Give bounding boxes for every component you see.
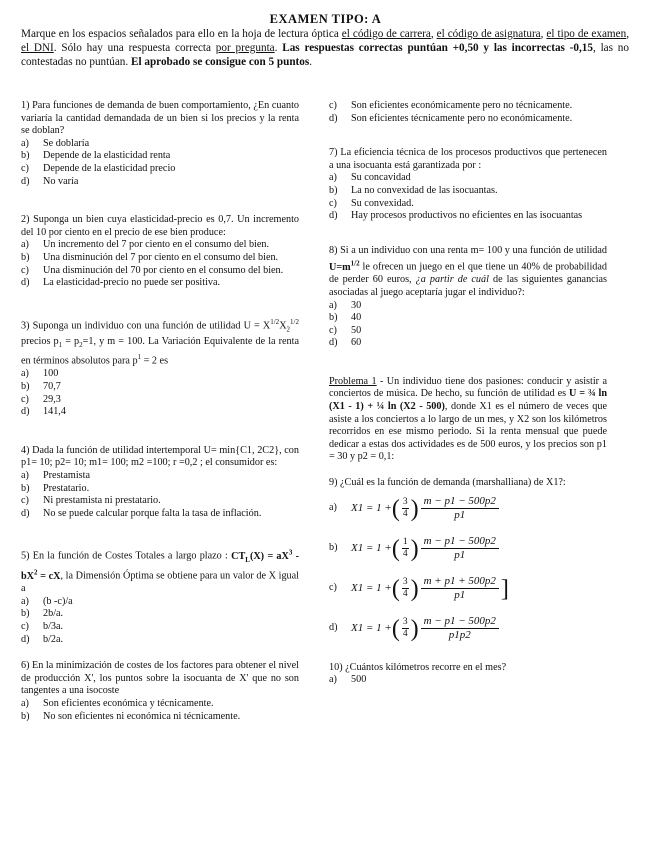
option-b	[21, 483, 299, 496]
fraction-den: p1	[454, 549, 466, 562]
question-stem: 1) Para funciones de demanda de buen comportamiento, ¿En cuanto variaría la cantidad demandada de un bien si los precios y la renta se doblan?	[21, 100, 299, 137]
option-label: a)	[21, 368, 29, 380]
option-text: Se doblaría	[43, 137, 90, 149]
option-text: Son eficientes técnicamente pero no económicamente.	[351, 112, 573, 124]
option-text: 40	[351, 312, 362, 324]
option-b	[21, 608, 299, 621]
option-text: Son eficientes económicamente pero no técnicamente.	[351, 100, 573, 111]
option-text: Su concavidad	[351, 172, 411, 184]
option-label: d)	[329, 210, 338, 222]
stem-text: (X) = aX	[249, 550, 289, 562]
option-label: a)	[21, 595, 29, 607]
stem-text: CT	[231, 550, 246, 562]
option-c	[21, 621, 299, 634]
paren-close: )	[410, 495, 419, 522]
coef-fraction	[402, 537, 409, 560]
stem-superscript: 1	[137, 353, 142, 362]
instr-text: , las no contestadas no puntúan.	[21, 42, 629, 68]
stem-superscript: 2	[34, 568, 38, 577]
option-c	[21, 495, 299, 508]
main-fraction	[421, 615, 499, 642]
option-d	[329, 337, 607, 350]
stem-text: X	[279, 320, 287, 332]
left-column	[21, 100, 299, 736]
option-label: a)	[21, 239, 29, 251]
option-text: 70,7	[43, 380, 61, 392]
option-text: La no convexidad de las isocuantas.	[351, 184, 498, 196]
option-a	[329, 674, 607, 687]
option-text: 60	[351, 337, 362, 349]
stem-text: 5) En la función de Costes Totales a largo plazo :	[21, 550, 232, 562]
option-label: c)	[21, 495, 29, 507]
option-label: d)	[21, 175, 30, 187]
option-label: d)	[21, 633, 30, 645]
option-a	[329, 172, 607, 185]
stem-text: = cX	[37, 570, 61, 582]
option-text: b/3a.	[43, 621, 64, 633]
instr-underline-career: el código de carrera	[341, 28, 431, 40]
option-text: 2b/a.	[43, 608, 64, 620]
question-stem: 6) En la minimización de costes de los factores para obtener el nivel de producción X', los puntos sobre la isocuanta de X' que no son tangentes a una isocoste	[21, 660, 299, 697]
stem-text: U=m	[329, 261, 351, 273]
option-label: a)	[21, 698, 29, 710]
problem-statement	[329, 376, 607, 464]
option-text: (b -c)/a	[43, 595, 73, 607]
option-text: 100	[43, 368, 59, 380]
option-b	[21, 711, 299, 724]
option-label: a)	[329, 502, 337, 514]
problem-heading: Problema 1	[329, 375, 377, 387]
question-1	[21, 100, 299, 188]
question-8	[329, 245, 607, 350]
formula-lhs: X1 = 1 +	[351, 582, 392, 595]
option-label: a)	[329, 172, 337, 184]
question-4	[21, 445, 299, 521]
option-text: b/2a.	[43, 633, 64, 645]
option-a	[21, 239, 299, 252]
instr-text: . Sólo hay una respuesta correcta	[53, 42, 216, 54]
option-d	[21, 634, 299, 647]
option-label: c)	[21, 621, 29, 633]
fraction-num: m + p1 + 500p2	[421, 575, 499, 589]
paren-close: )	[410, 535, 419, 562]
problem-text: , donde X1 es el número de veces que asiste a los conciertos a lo largo de un mes, y X2 son los kilómetros recorridos en ese mismo periodo. Si la renta mensual que puede dedicar a estas dos actividades es de 500 euros, y los precios son p1 = 30 y p2 = 0,1:	[329, 401, 607, 463]
option-c	[329, 570, 607, 608]
option-label: b)	[21, 482, 30, 494]
question-stem: 9) ¿Cuál es la función de demanda (marshalliana) de X1?:	[329, 477, 566, 489]
instr-underline-subject: el código de asignatura	[436, 28, 541, 40]
stem-text: - bX	[21, 550, 299, 582]
question-stem	[329, 245, 607, 300]
stem-superscript: 1/2	[270, 317, 280, 326]
bracket-close: ]	[500, 575, 509, 602]
option-label: b)	[21, 608, 30, 620]
question-2	[21, 214, 299, 290]
option-label: c)	[329, 324, 337, 336]
formula	[351, 535, 501, 562]
instr-text: .	[274, 42, 283, 54]
instr-bold-scoring: Las respuestas correctas puntúan +0,50 y las incorrectas -0,15	[282, 42, 593, 54]
question-stem: 4) Dada la función de utilidad intertemporal U= min{C1, 2C2}, con p1= 10; p2= 10; m1= 100; m2 =100; r =0,2 ; el consumidor es:	[21, 444, 299, 469]
question-9	[329, 477, 607, 648]
fraction-num: m − p1 − 500p2	[421, 495, 499, 509]
option-text: Una disminución del 70 por ciento en el consumo del bien.	[43, 264, 284, 276]
option-c	[329, 198, 607, 211]
option-c	[329, 100, 607, 113]
stem-bold	[329, 259, 360, 273]
instr-text: ,	[430, 28, 437, 40]
option-label: c)	[21, 393, 29, 405]
exam-instructions	[21, 27, 629, 69]
option-label: d)	[329, 112, 338, 124]
option-label: b)	[21, 150, 30, 162]
formula	[351, 615, 501, 642]
option-d	[21, 406, 299, 419]
stem-text: 8) Si a un individuo con una renta m= 100 y una función de utilidad	[329, 244, 607, 256]
paren-open: (	[391, 535, 400, 562]
fraction-num: m − p1 − 500p2	[421, 535, 499, 549]
option-label: b)	[329, 312, 338, 324]
option-label: b)	[329, 184, 338, 196]
main-fraction	[421, 495, 499, 522]
coef-den: 4	[402, 509, 408, 520]
coef-den: 4	[402, 589, 408, 600]
instr-bold-pass: El aprobado se consigue con 5 puntos	[131, 56, 310, 68]
paren-close: )	[410, 575, 419, 602]
paren-close: )	[410, 615, 419, 642]
question-6-continued	[329, 100, 607, 125]
option-b	[21, 150, 299, 163]
option-text: 500	[351, 674, 367, 686]
option-b	[21, 381, 299, 394]
option-label: a)	[329, 674, 337, 686]
option-label: c)	[21, 162, 29, 174]
option-b	[329, 185, 607, 198]
option-text: 30	[351, 299, 362, 311]
stem-text: = 2 es	[141, 355, 169, 367]
option-d	[21, 277, 299, 290]
question-stem: 7) La eficiencia técnica de los procesos productivos que pertenecen a una isocuanta está garantizada por :	[329, 147, 607, 171]
problem-utility: U = ¾ ln (X1 - 1) + ¼ ln (X2 - 500)	[329, 388, 607, 413]
coef-fraction	[402, 497, 409, 520]
option-a	[21, 368, 299, 381]
option-label: c)	[329, 582, 337, 594]
coef-num: 3	[402, 577, 408, 588]
option-text: Una disminución del 7 por ciento en el consumo del bien.	[43, 251, 279, 263]
option-text: 29,3	[43, 393, 61, 405]
option-label: c)	[329, 100, 337, 111]
option-label: c)	[21, 264, 29, 276]
stem-subscript: 2	[79, 340, 83, 349]
formula	[351, 495, 501, 522]
stem-text: , la Dimensión Óptima se obtiene para un valor de X igual a	[21, 570, 299, 595]
stem-subscript: L	[245, 555, 250, 564]
exam-title: EXAMEN TIPO: A	[269, 12, 382, 26]
option-label: a)	[329, 299, 337, 311]
stem-text: de las siguientes ganancias asociadas al juego aceptaría jugar el individuo?:	[329, 274, 608, 298]
option-a	[329, 300, 607, 313]
instr-underline-type: el tipo de examen	[546, 28, 627, 40]
option-text: No se puede calcular porque falta la tasa de inflación.	[43, 507, 262, 519]
stem-italic: ¿a partir de cuál	[415, 274, 489, 286]
stem-subscript: 1	[58, 340, 63, 349]
option-a	[21, 470, 299, 483]
stem-text: le ofrecen un juego en el que tiene un 40% de probabilidad de perder 60 euros,	[329, 261, 607, 286]
option-label: d)	[21, 277, 30, 289]
stem-text: precios p	[21, 335, 59, 347]
fraction-den: p1	[454, 589, 466, 602]
stem-text: =1, y m = 100. La Variación Equivalente de la renta en términos absolutos para p	[21, 335, 300, 367]
option-text: Hay procesos productivos no eficientes en las isocuantas	[351, 210, 583, 222]
option-text: La elasticidad-precio no puede ser positiva.	[43, 277, 221, 289]
option-text: Su convexidad.	[351, 197, 414, 209]
stem-superscript: 1/2	[350, 259, 360, 268]
coef-den: 4	[402, 629, 408, 640]
stem-superscript: 1/2	[290, 317, 299, 326]
fraction-den: p1p2	[448, 629, 471, 642]
option-c	[329, 325, 607, 338]
instr-underline-dni: el DNI	[21, 42, 54, 54]
option-text: Ni prestamista ni prestatario.	[43, 495, 161, 507]
option-c	[21, 265, 299, 278]
question-stem: 10) ¿Cuántos kilómetros recorre en el mes?	[329, 661, 507, 673]
option-text: Prestamista	[43, 469, 90, 481]
option-c	[21, 394, 299, 407]
option-d	[329, 113, 607, 126]
option-text: Depende de la elasticidad renta	[43, 150, 171, 162]
option-a	[21, 596, 299, 609]
instr-text: Marque en los espacios señalados para ello en la hoja de lectura óptica	[21, 28, 342, 40]
formula	[351, 575, 509, 602]
formula-lhs: X1 = 1 +	[351, 502, 392, 515]
question-5	[21, 546, 299, 646]
option-label: d)	[329, 337, 338, 349]
option-text: Un incremento del 7 por ciento en el consumo del bien.	[43, 239, 270, 251]
option-text: Prestatario.	[43, 482, 90, 494]
option-text: Son eficientes económica y técnicamente.	[43, 698, 214, 710]
option-text: 50	[351, 324, 362, 336]
option-d	[329, 210, 607, 223]
instr-text: .	[309, 56, 313, 68]
formula-lhs: X1 = 1 +	[351, 622, 392, 635]
right-column	[329, 100, 607, 700]
formula-options	[329, 490, 607, 648]
option-label: d)	[21, 507, 30, 519]
option-text: No varía	[43, 175, 79, 187]
coef-den: 4	[402, 549, 408, 560]
coef-num: 3	[402, 617, 408, 628]
option-c	[21, 163, 299, 176]
option-label: a)	[21, 469, 29, 481]
coef-fraction	[402, 577, 409, 600]
option-a	[21, 698, 299, 711]
instr-text: ,	[626, 28, 629, 40]
option-text: Depende de la elasticidad precio	[43, 162, 176, 174]
question-6	[21, 660, 299, 723]
question-stem	[21, 316, 299, 369]
stem-superscript: 3	[288, 548, 293, 557]
instr-underline-question: por pregunta	[215, 42, 275, 54]
question-stem: 2) Suponga un bien cuya elasticidad-precio es 0,7. Un incremento del 10 por ciento en el precio de ese bien produce:	[21, 214, 299, 238]
coef-fraction	[402, 617, 409, 640]
option-d	[21, 176, 299, 189]
coef-num: 1	[402, 537, 408, 548]
option-label: d)	[329, 622, 338, 634]
problem-text: - Un individuo tiene dos pasiones: conducir y asistir a conciertos de música. De hecho, su función de utilidad es	[329, 375, 607, 400]
main-fraction	[421, 575, 499, 602]
option-b	[329, 530, 607, 568]
option-label: b)	[21, 380, 30, 392]
fraction-num: m − p1 − 500p2	[421, 615, 499, 629]
stem-text: 3) Suponga un individuo con una función de utilidad U = X	[21, 320, 271, 332]
paren-open: (	[391, 495, 400, 522]
formula-lhs: X1 = 1 +	[351, 542, 392, 555]
option-text: 141,4	[43, 406, 66, 418]
option-a	[329, 490, 607, 528]
option-text: No son eficientes ni económica ni técnicamente.	[43, 710, 241, 722]
option-d	[21, 508, 299, 521]
coef-num: 3	[402, 497, 408, 508]
stem-subscript: 2	[286, 325, 291, 334]
question-7	[329, 147, 607, 223]
option-label: d)	[21, 406, 30, 418]
option-label: b)	[21, 251, 30, 263]
question-stem	[21, 546, 299, 596]
question-3	[21, 316, 299, 419]
option-d	[329, 610, 607, 648]
fraction-den: p1	[454, 509, 466, 522]
option-label: a)	[21, 137, 29, 149]
option-b	[21, 252, 299, 265]
option-b	[329, 312, 607, 325]
paren-open: (	[391, 575, 400, 602]
option-label: b)	[329, 542, 338, 554]
problem-1	[329, 376, 607, 464]
stem-text: = p	[62, 335, 80, 347]
question-10	[329, 662, 607, 687]
main-fraction	[421, 535, 499, 562]
option-label: b)	[21, 710, 30, 722]
paren-open: (	[391, 615, 400, 642]
option-label: c)	[329, 197, 337, 209]
instr-text: ,	[540, 28, 547, 40]
option-a	[21, 138, 299, 151]
